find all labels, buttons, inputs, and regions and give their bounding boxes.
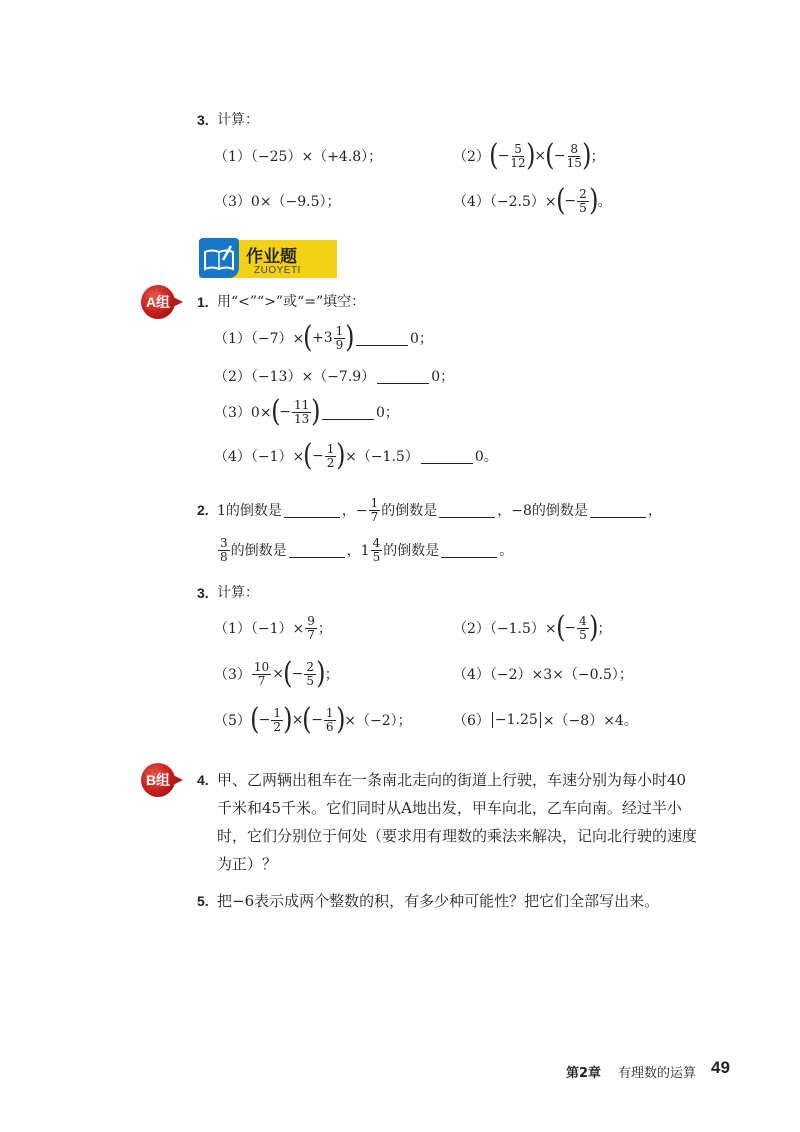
calc-item-3: （3）0×（−9.5）； <box>214 194 341 210</box>
answer-blank[interactable] <box>590 503 646 518</box>
fraction: $\frac{1}{2}$ <box>273 705 282 734</box>
problem-heading: 计算： <box>217 112 259 128</box>
fraction: $\frac{11}{13}$ <box>294 397 310 426</box>
problem-number: 5. <box>197 893 209 909</box>
answer-blank[interactable] <box>441 543 497 558</box>
group-b-badge: B组 <box>141 763 175 797</box>
answer-blank[interactable] <box>439 503 495 518</box>
fill-item-3: （3）0× ( − $\frac{11}{13}$ ) 0； <box>214 394 399 429</box>
calc-item-1: （1）（−25）×（+4.8）； <box>214 149 383 165</box>
fraction: $\frac{1}{9}$ <box>335 323 344 352</box>
fill-item-2: （2）（−13）×（−7.9） 0； <box>214 369 455 385</box>
calc-item-2: （2） ( − $\frac{5}{12}$ ) × ( − $\frac{8}{15}$ ) ； <box>453 138 605 173</box>
banner-title: 作业题 <box>246 247 297 267</box>
answer-blank[interactable] <box>284 503 340 518</box>
fraction: $\frac{2}{5}$ <box>306 659 315 688</box>
problem-number: 3. <box>197 585 209 601</box>
answer-blank[interactable] <box>322 405 374 420</box>
problem-number: 4. <box>197 772 209 788</box>
answer-blank[interactable] <box>421 449 473 464</box>
fraction: $\frac{4}{5}$ <box>579 613 587 642</box>
calc-item-3: （3） $\frac{10}{7}$ × ( − $\frac{2}{5}$ ) ； <box>214 656 339 691</box>
calc-item-4: （4）（−2.5）× ( − $\frac{2}{5}$ ) 。 <box>453 183 612 218</box>
problem-text: 把−6表示成两个整数的积，有多少种可能性？把它们全部写出来。 <box>217 892 660 910</box>
answer-blank[interactable] <box>289 543 345 558</box>
fraction: $\frac{10}{7}$ <box>253 659 270 688</box>
calc-item-6: （6） −1.25 ×（−8）×4。 <box>453 712 638 729</box>
fraction: $\frac{1}{2}$ <box>326 441 335 470</box>
reciprocal-line-1: 1的倒数是 ，− $\frac{1}{7}$ 的倒数是 ，−8的倒数是 ， <box>217 495 662 524</box>
banner-subtitle: ZUOYETI <box>254 265 301 276</box>
fraction: $\frac{9}{7}$ <box>307 613 315 642</box>
problem-number: 3. <box>197 112 209 128</box>
chapter-title: 有理数的运算 <box>618 1066 697 1081</box>
book-pencil-icon <box>199 238 239 278</box>
calc-item-2: （2）（−1.5）× ( − $\frac{4}{5}$ ) ； <box>453 610 612 645</box>
calc-item-4: （4）（−2）×3×（−0.5）； <box>453 667 633 683</box>
answer-blank[interactable] <box>356 331 408 346</box>
fraction: $\frac{2}{5}$ <box>579 186 587 215</box>
calc-item-5: （5） ( − $\frac{1}{2}$ ) × ( − $\frac{1}{6}$ ) ×（−2）； <box>214 702 412 737</box>
answer-blank[interactable] <box>377 369 429 384</box>
problem-number: 1. <box>197 294 209 310</box>
fraction: $\frac{5}{12}$ <box>510 141 526 170</box>
problem-text: 用“<”“>”或“=”填空： <box>217 294 366 310</box>
fill-item-4: （4）（−1）× ( − $\frac{1}{2}$ ) ×（−1.5） 0。 <box>214 438 498 473</box>
reciprocal-line-2: $\frac{3}{8}$ 的倒数是 ，1 $\frac{4}{5}$ 的倒数是 。 <box>220 535 514 564</box>
group-a-badge: A组 <box>141 285 175 319</box>
fraction: $\frac{1}{6}$ <box>325 705 334 734</box>
problem-number: 2. <box>197 502 209 518</box>
calc-item-1: （1）（−1）× $\frac{9}{7}$ ； <box>214 613 332 642</box>
problem-text: 甲、乙两辆出租车在一条南北走向的街道上行驶，车速分别为每小时40千米和45千米。它们同时从A地出发，甲车向北，乙车向南。经过半小时，它们分别位于何处（要求用有理数的乘法来解决，记向北行驶的速度为正）？ <box>217 771 698 873</box>
chapter-label: 第2章 <box>566 1066 602 1081</box>
fill-item-1: （1）（−7）× ( +3 $\frac{1}{9}$ ) 0； <box>214 320 433 355</box>
page-number: 49 <box>711 1058 730 1077</box>
fraction: $\frac{8}{15}$ <box>566 141 582 170</box>
problem-heading: 计算： <box>217 585 259 601</box>
fraction: $\frac{1}{7}$ <box>370 495 379 524</box>
fraction: $\frac{3}{8}$ <box>220 535 228 564</box>
fraction: $\frac{4}{5}$ <box>372 535 381 564</box>
